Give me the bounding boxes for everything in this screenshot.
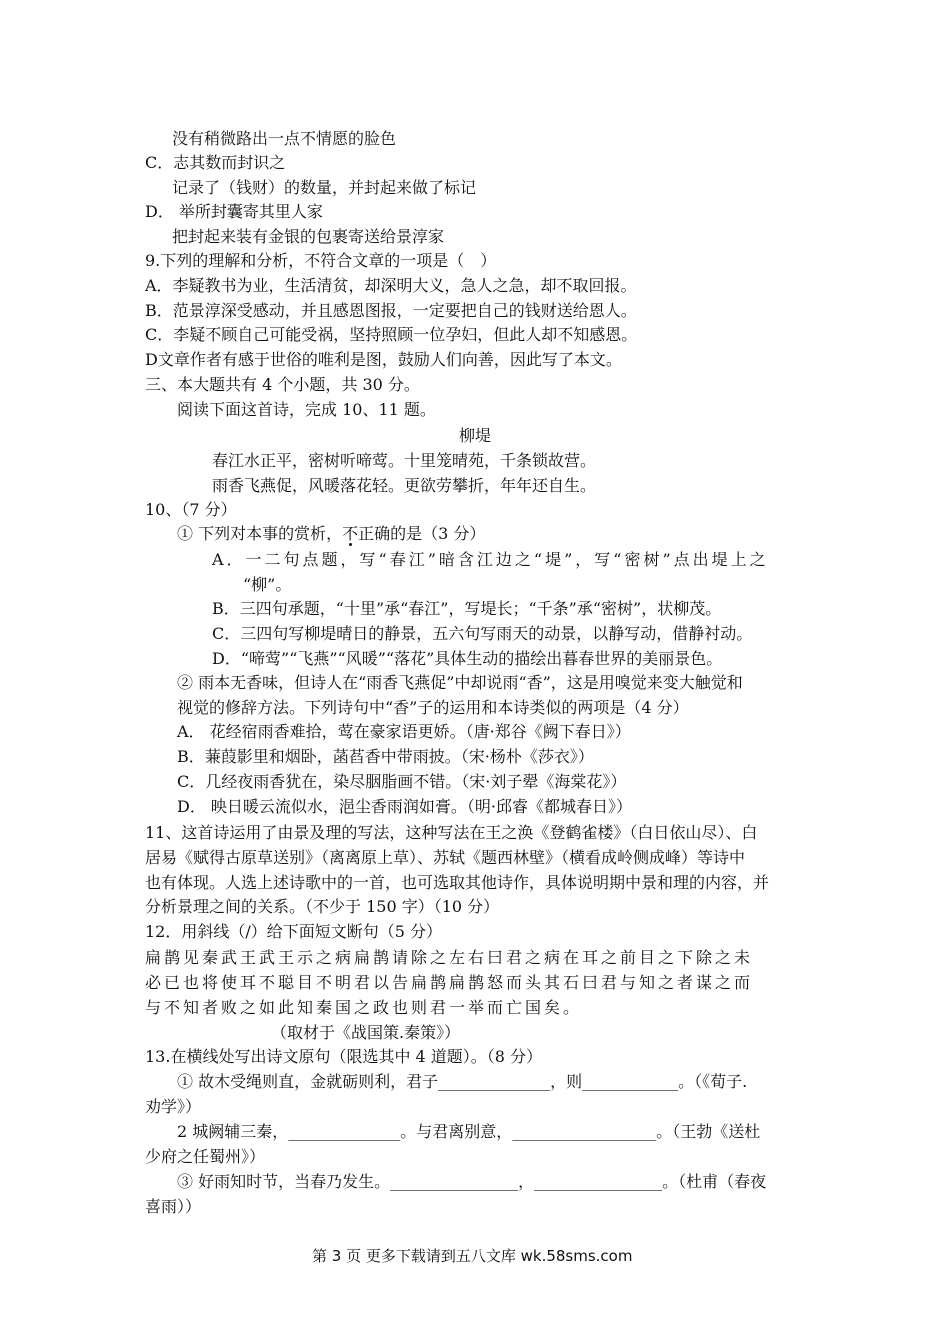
- question-10-option-d: D．“啼莺”“飞燕”“风暖”“落花”具体生动的描绘出暮春世界的美丽景色。: [212, 649, 723, 668]
- question-10-option-c: C．三四句写柳堤晴日的静景，五六句写雨天的动景，以静写动，借静衬动。: [212, 624, 753, 643]
- question-13-item-2: 2 城阙辅三秦，______________。与君离别意，__________________。（王勃《送杜: [177, 1122, 761, 1141]
- question-10-part-2-option-d: D． 映日暖云流似水，浥尘香雨润如膏。（明·邱睿《都城春日》）: [177, 797, 633, 816]
- section-three-heading: 三、本大题共有 4 个小题，共 30 分。: [145, 375, 420, 394]
- question-9-option-b: B．范景淳深受感动，并且感恩图报，一定要把自己的钱财送给恩人。: [145, 301, 637, 320]
- question-10-part-1-text-b: 确的是（3 分）: [374, 524, 486, 543]
- question-9-option-a: A．李疑教书为业，生活清贫，却深明大义，急人之急，却不取回报。: [145, 276, 637, 295]
- question-13-item-1-cont: 劝学》）: [145, 1097, 202, 1116]
- question-13-item-3: ③ 好雨知时节，当春乃发生。________________，________________。（杜甫（春夜: [177, 1172, 767, 1191]
- reading-instruction: 阅读下面这首诗，完成 10、11 题。: [177, 400, 436, 419]
- question-11-line-3: 也有体现。人选上述诗歌中的一首，也可选取其他诗作，具体说明期中景和理的内容，并: [145, 873, 770, 892]
- question-10-part-1: [177, 522, 485, 546]
- answer-option-c: C．志其数而封识之: [145, 153, 286, 172]
- question-10-part-2-option-a: A． 花经宿雨香难拾，莺在豪家语更娇。（唐·郑谷《阙下春日》）: [177, 722, 631, 741]
- question-10-part-2-option-c: C．几经夜雨香犹在，染尽胭脂画不错。（宋·刘子翚《海棠花》）: [177, 772, 627, 791]
- question-10: 10、（7 分）: [145, 500, 237, 519]
- poem-line-2: 雨香飞燕促，风暖落花轻。更欲劳攀折，年年还自生。: [212, 476, 597, 495]
- answer-option-d-explanation: 把封起来装有金银的包裹寄送给景淳家: [172, 227, 445, 246]
- answer-option-c-explanation: 记录了（钱财）的数量，并封起来做了标记: [172, 178, 477, 197]
- question-13: 13.在横线处写出诗文原句（限选其中 4 道题）。（8 分）: [145, 1047, 543, 1066]
- poem-title: 柳堤: [458, 426, 491, 445]
- question-12-text-line-2: 必已也将使耳不聪目不明君以告扁鹊扁鹊怒而头其石曰君与知之者谋之而: [145, 973, 754, 992]
- question-12: 12．用斜线（/）给下面短文断句（5 分）: [145, 922, 443, 941]
- question-9-option-c: C．李疑不顾自己可能受祸，坚持照顾一位孕妇，但此人却不知感恩。: [145, 325, 638, 344]
- question-13-item-3-cont: 喜雨））: [145, 1197, 202, 1216]
- question-10-part-2-cont: 视觉的修辞方法。下列诗句中“香”子的运用和本诗类似的两项是（4 分）: [177, 698, 689, 717]
- question-11-line-2: 居易《赋得古原草送别》（离离原上草）、苏轼《题西林壁》（横看成岭侧成峰）等诗中: [145, 848, 746, 867]
- answer-option-b-explanation: 没有稍微路出一点不情愿的脸色: [172, 129, 397, 148]
- question-12-text-line-1: 扁鹊见秦武王武王示之病扁鹊请除之左右曰君之病在耳之前目之下除之未: [145, 948, 754, 967]
- question-13-item-1: ① 故木受绳则直，金就砺则利，君子______________，则____________。（《荀子.: [177, 1072, 748, 1091]
- question-11-line-1: 11、这首诗运用了由景及理的写法，这种写法在王之涣《登鹤雀楼》（白日依山尽）、白: [145, 823, 758, 842]
- question-10-part-1-text-a: ① 下列对本事的赏析，: [177, 524, 343, 543]
- question-10-option-a: A．一二句点题，写“春江”暗含江边之“堤”，写“密树”点出堤上之: [212, 550, 769, 569]
- question-13-item-2-cont: 少府之任蜀州》）: [145, 1147, 266, 1166]
- question-10-option-b: B．三四句承题，“十里”承“春江”，写堤长；“千条”承“密树”，状柳茂。: [212, 599, 722, 618]
- question-10-part-2: ② 雨本无香味，但诗人在“雨香飞燕促”中却说雨“香”，这是用嗅觉来变大触觉和: [177, 673, 743, 692]
- question-12-source: （取材于《战国策.秦策》）: [271, 1023, 461, 1042]
- page-footer: 第 3 页 更多下载请到五八文库 wk.58sms.com: [312, 1247, 633, 1265]
- question-10-option-a-cont: “柳”。: [243, 575, 292, 594]
- question-10-part-2-option-b: B．蒹葭影里和烟卧，菡萏香中带雨披。（宋·杨朴《莎衣》）: [177, 747, 594, 766]
- question-9-option-d: D文章作者有感于世俗的唯利是图，鼓励人们向善，因此写了本文。: [145, 350, 622, 369]
- answer-option-d: D． 举所封囊寄其里人家: [145, 202, 323, 221]
- question-11-line-4: 分析景理之间的关系。（不少于 150 字）（10 分）: [145, 897, 500, 916]
- poem-line-1: 春江水正平，密树听啼莺。十里笼晴苑，千条锁故营。: [212, 451, 597, 470]
- emphasis-char-not: 不: [342, 524, 359, 543]
- question-9: 9.下列的理解和分析，不符合文章的一项是（ ）: [145, 251, 497, 270]
- question-12-text-line-3: 与不知者败之如此知秦国之政也则君一举而亡国矣。: [145, 998, 583, 1017]
- emphasis-char-correct: 正: [358, 524, 375, 543]
